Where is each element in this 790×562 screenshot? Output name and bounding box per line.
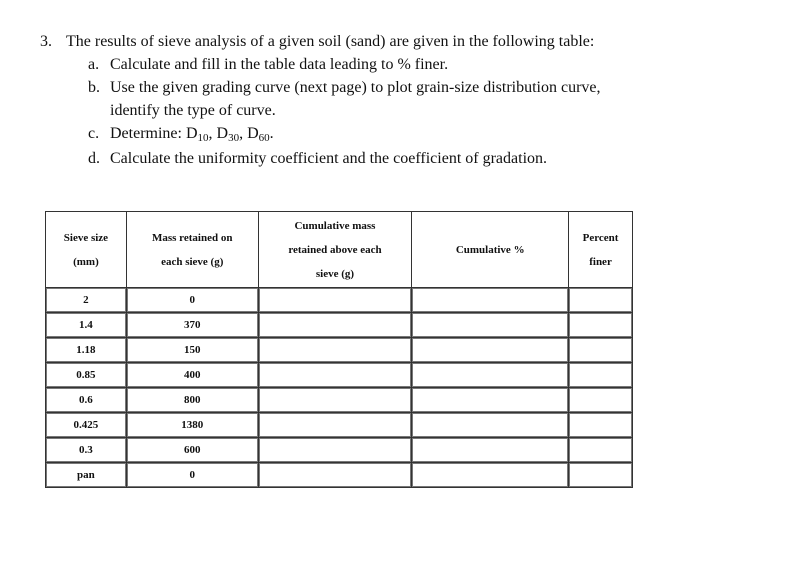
cell-cumulative-mass[interactable] <box>258 363 412 388</box>
cell-sieve-size: 0.3 <box>46 438 127 463</box>
part-letter: a. <box>88 56 100 73</box>
cell-cumulative-mass[interactable] <box>258 438 412 463</box>
cell-mass-retained: 370 <box>126 313 258 338</box>
table-header-row <box>46 212 633 288</box>
cell-sieve-size: 1.4 <box>46 313 127 338</box>
header-mass-retained: Mass retained on each sieve (g) <box>126 212 258 288</box>
cell-cumulative-percent[interactable] <box>412 388 569 413</box>
part-a <box>88 53 780 76</box>
header-sieve-size: Sieve size (mm) <box>46 212 127 288</box>
cell-sieve-size: 0.85 <box>46 363 127 388</box>
question-number: 3. <box>40 33 52 50</box>
part-d <box>88 147 780 170</box>
cell-cumulative-percent[interactable] <box>412 438 569 463</box>
cell-percent-finer[interactable] <box>569 438 633 463</box>
cell-cumulative-mass[interactable] <box>258 338 412 363</box>
cell-mass-retained: 0 <box>126 288 258 313</box>
part-b <box>88 76 780 122</box>
cell-cumulative-mass[interactable] <box>258 288 412 313</box>
cell-cumulative-mass[interactable] <box>258 388 412 413</box>
table-row <box>46 413 633 438</box>
table-row <box>46 313 633 338</box>
table-row <box>46 338 633 363</box>
cell-percent-finer[interactable] <box>569 313 633 338</box>
cell-mass-retained: 400 <box>126 363 258 388</box>
cell-mass-retained: 150 <box>126 338 258 363</box>
cell-percent-finer[interactable] <box>569 388 633 413</box>
cell-cumulative-percent[interactable] <box>412 463 569 488</box>
part-letter: b. <box>88 79 100 96</box>
cell-cumulative-percent[interactable] <box>412 288 569 313</box>
cell-cumulative-percent[interactable] <box>412 338 569 363</box>
part-text: Use the given grading curve (next page) to plot grain-size distribution curve, identify the type of curve. <box>110 79 601 119</box>
question-block <box>40 30 780 170</box>
table-row <box>46 388 633 413</box>
part-letter: c. <box>88 125 100 142</box>
cell-percent-finer[interactable] <box>569 338 633 363</box>
table-row <box>46 438 633 463</box>
part-c <box>88 122 780 147</box>
cell-mass-retained: 1380 <box>126 413 258 438</box>
cell-sieve-size: 0.425 <box>46 413 127 438</box>
part-letter: d. <box>88 150 100 167</box>
part-text: Calculate the uniformity coefficient and the coefficient of gradation. <box>110 150 548 167</box>
cell-sieve-size: 1.18 <box>46 338 127 363</box>
question-intro <box>40 30 780 53</box>
cell-sieve-size: pan <box>46 463 127 488</box>
cell-sieve-size: 2 <box>46 288 127 313</box>
question-parts <box>88 53 780 170</box>
cell-mass-retained: 600 <box>126 438 258 463</box>
header-cumulative-mass: Cumulative mass retained above each sieve (g) <box>258 212 412 288</box>
part-text: Determine: $D_{10}$, $D_{30}$, $D_{60}$. <box>110 125 274 144</box>
cell-mass-retained: 0 <box>126 463 258 488</box>
header-percent-finer: Percent finer <box>569 212 633 288</box>
cell-cumulative-mass[interactable] <box>258 313 412 338</box>
header-cumulative-percent: Cumulative % <box>412 212 569 288</box>
cell-mass-retained: 800 <box>126 388 258 413</box>
cell-percent-finer[interactable] <box>569 363 633 388</box>
cell-percent-finer[interactable] <box>569 413 633 438</box>
cell-percent-finer[interactable] <box>569 288 633 313</box>
cell-cumulative-mass[interactable] <box>258 413 412 438</box>
sieve-analysis-table <box>45 211 633 488</box>
cell-cumulative-percent[interactable] <box>412 313 569 338</box>
table-row <box>46 363 633 388</box>
cell-cumulative-mass[interactable] <box>258 463 412 488</box>
table-body <box>46 288 633 488</box>
question-intro-text: The results of sieve analysis of a given soil (sand) are given in the following table: <box>66 33 595 50</box>
cell-sieve-size: 0.6 <box>46 388 127 413</box>
cell-cumulative-percent[interactable] <box>412 363 569 388</box>
cell-percent-finer[interactable] <box>569 463 633 488</box>
cell-cumulative-percent[interactable] <box>412 413 569 438</box>
table-row <box>46 463 633 488</box>
table-row <box>46 288 633 313</box>
part-text: Calculate and fill in the table data leading to % finer. <box>110 56 449 73</box>
